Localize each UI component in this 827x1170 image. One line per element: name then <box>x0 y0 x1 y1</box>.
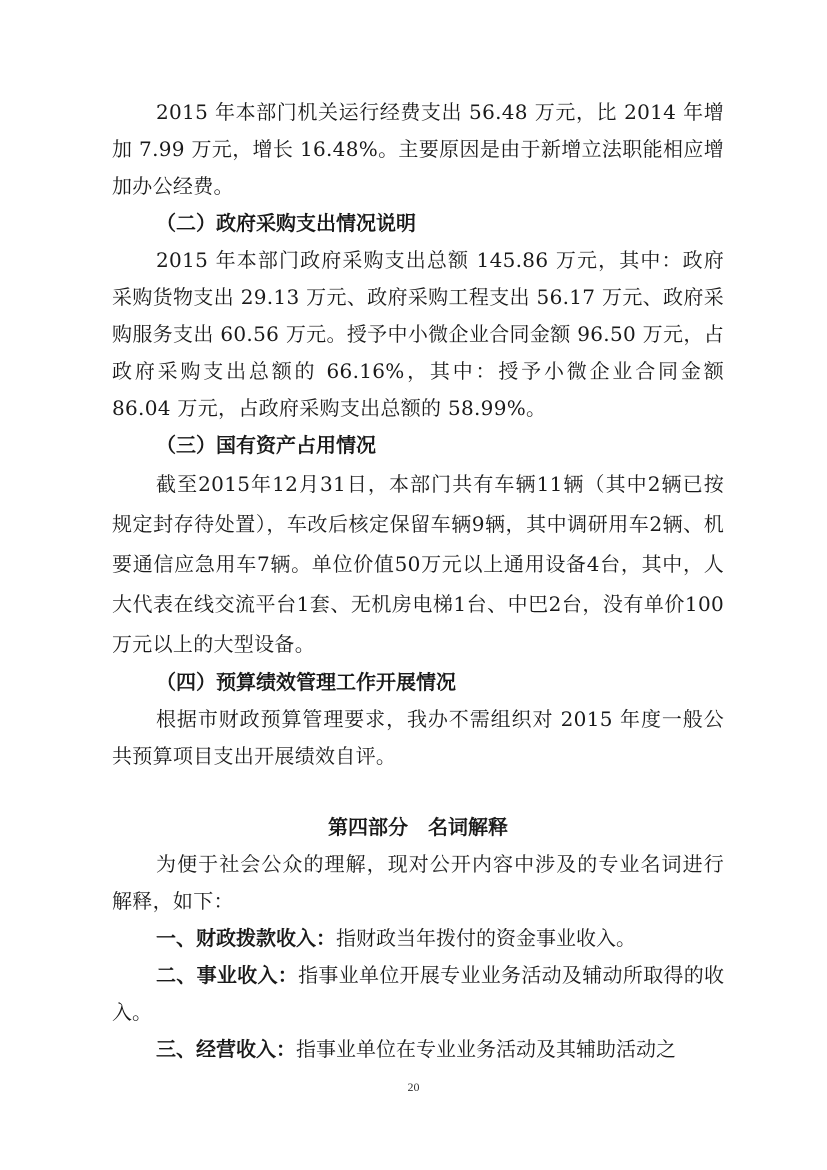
paragraph-state-assets: 截至2015年12月31日，本部门共有车辆11辆（其中2辆已按规定封存待处置），车改后核定保留车辆9辆，其中调研用车2辆、机要通信应急用车7辆。单位价值50万元以上通用设备4台，其中，人大代表在线交流平台1套、无机房电梯1台、中巴2台，没有单价100万元以上的大型设备。 <box>112 472 724 656</box>
term-definition: 指财政当年拨付的资金事业收入。 <box>336 926 636 950</box>
section-intro: 为便于社会公众的理解，现对公开内容中涉及的专业名词进行解释，如下： <box>112 852 724 913</box>
heading-government-procurement: （二）政府采购支出情况说明 <box>156 211 416 235</box>
page-number: 20 <box>407 1080 420 1094</box>
term-label: 一、财政拨款收入： <box>156 926 336 950</box>
term-item <box>112 957 724 1031</box>
section-title: 第四部分 名词解释 <box>328 815 508 839</box>
term-definition: 指事业单位在专业业务活动及其辅助活动之 <box>296 1037 676 1061</box>
term-label: 二、事业收入： <box>156 963 299 987</box>
paragraph-performance-management: 根据市财政预算管理要求，我办不需组织对 2015 年度一般公共预算项目支出开展绩效自评。 <box>112 707 724 768</box>
heading-state-assets: （三）国有资产占用情况 <box>156 433 376 457</box>
term-definition: 指事业单位开展专业业务活动及辅动所取得的收入。 <box>112 963 725 1024</box>
paragraph-operating-expenses: 2015 年本部门机关运行经费支出 56.48 万元，比 2014 年增加 7.99 万元，增长 16.48%。主要原因是由于新增立法职能相应增加办公经费。 <box>112 100 724 198</box>
page-content <box>112 94 724 1068</box>
term-label: 三、经营收入： <box>156 1037 296 1061</box>
term-item <box>112 1031 724 1068</box>
paragraph-government-procurement: 2015 年本部门政府采购支出总额 145.86 万元，其中：政府采购货物支出 29.13 万元、政府采购工程支出 56.17 万元、政府采购服务支出 60.56 万元。授予中小微企业合同金额 96.50 万元，占政府采购支出总额的 66.16%，其中：授予小微企业合同金额 86.04 万元，占政府采购支出总额的 58.99%。 <box>112 248 724 420</box>
term-item <box>112 920 724 957</box>
heading-performance-management: （四）预算绩效管理工作开展情况 <box>156 670 456 694</box>
